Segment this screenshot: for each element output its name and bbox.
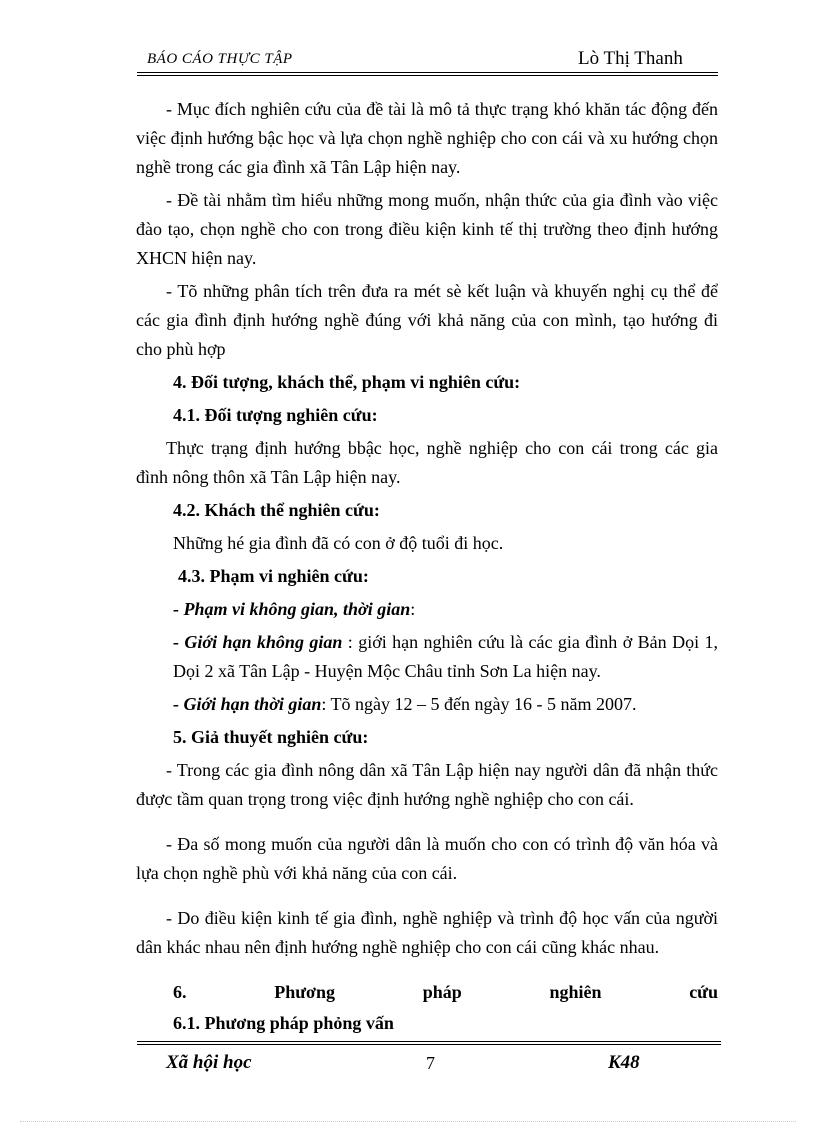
heading-4-3: 4.3. Phạm vi nghiên cứu: <box>178 566 369 586</box>
space-text: : giới hạn nghiên cứu là các gia đình ở Bản Dọi 1, Dọi 2 xã Tân Lập - Huyện Mộc Châu tỉnh Sơn La hiện nay. <box>173 632 718 681</box>
header-report-title: BÁO CÁO THỰC TẬP <box>147 51 293 67</box>
footer-rule <box>137 1044 721 1045</box>
header-author: Lò Thị Thanh <box>578 48 683 69</box>
heading-6-word: cứu <box>689 982 718 1002</box>
paragraph-4-1: Thực trạng định hướng bbậc học, nghề nghiệp cho con cái trong các gia đình nông thôn xã Tân Lập hiện nay. <box>136 438 718 487</box>
page-edge-dotted-line <box>20 1121 796 1122</box>
page-body <box>136 95 718 1042</box>
heading-section-6 <box>136 978 718 1007</box>
scope-label: - Phạm vi không gian, thời gian <box>173 599 411 619</box>
heading-section-5: 5. Giả thuyết nghiên cứu: <box>173 727 369 747</box>
heading-4-1: 4.1. Đối tượng nghiên cứu: <box>173 405 378 425</box>
paragraph-conclusion: - Tõ những phân tích trên đưa ra mét sè kết luận và khuyến nghị cụ thể để các gia đình định hướng nghề đúng với khả năng của con mình, tạo hướng đi cho phù hợp <box>136 281 718 359</box>
paragraph-4-2: Những hé gia đình đã có con ở độ tuổi đi học. <box>173 533 504 553</box>
heading-6-word: nghiên <box>549 982 602 1002</box>
heading-4-2: 4.2. Khách thể nghiên cứu: <box>173 500 380 520</box>
header-rule <box>137 72 718 73</box>
time-label: - Giới hạn thời gian <box>173 694 322 714</box>
paragraph-purpose: - Mục đích nghiên cứu của đề tài là mô tả thực trạng khó khăn tác động đến việc định hướng bậc học và lựa chọn nghề nghiệp cho con cái và xu hướng chọn nghề trong các gia đình xã Tân Lập hiện nay. <box>136 99 718 177</box>
paragraph-hypothesis-2: - Đa số mong muốn của người dân là muốn cho con có trình độ văn hóa và lựa chọn nghề phù với khả năng của con cái. <box>136 834 718 883</box>
scope-colon: : <box>410 599 416 619</box>
time-limit <box>136 690 718 719</box>
footer-subject: Xã hội học <box>166 1052 252 1073</box>
space-label: - Giới hạn không gian <box>173 632 343 652</box>
heading-6-1: 6.1. Phương pháp phỏng vấn <box>173 1013 394 1033</box>
paragraph-hypothesis-3: - Do điều kiện kinh tế gia đình, nghề nghiệp và trình độ học vấn của người dân khác nhau nên định hướng nghề nghiệp cho con cái cũng khác nhau. <box>136 908 718 957</box>
footer-rule <box>137 1041 721 1042</box>
scope-line <box>136 595 718 624</box>
heading-6-word: 6. <box>173 982 187 1002</box>
heading-6-word: pháp <box>422 982 462 1002</box>
space-limit <box>136 628 718 686</box>
heading-6-word: Phương <box>274 982 335 1002</box>
paragraph-hypothesis-1: - Trong các gia đình nông dân xã Tân Lập hiện nay người dân đã nhận thức được tầm quan trọng trong việc định hướng nghề nghiệp cho con cái. <box>136 760 718 809</box>
footer-class: K48 <box>608 1052 640 1073</box>
header-rule <box>137 75 718 76</box>
page-number: 7 <box>426 1053 435 1073</box>
heading-section-4: 4. Đối tượng, khách thể, phạm vi nghiên cứu: <box>173 372 521 392</box>
paragraph-aim: - Đề tài nhằm tìm hiểu những mong muốn, nhận thức của gia đình vào việc đào tạo, chọn nghề cho con trong điều kiện kinh tế thị trường theo định hướng XHCN hiện nay. <box>136 190 718 268</box>
time-text: : Tõ ngày 12 – 5 đến ngày 16 - 5 năm 2007. <box>321 694 637 714</box>
